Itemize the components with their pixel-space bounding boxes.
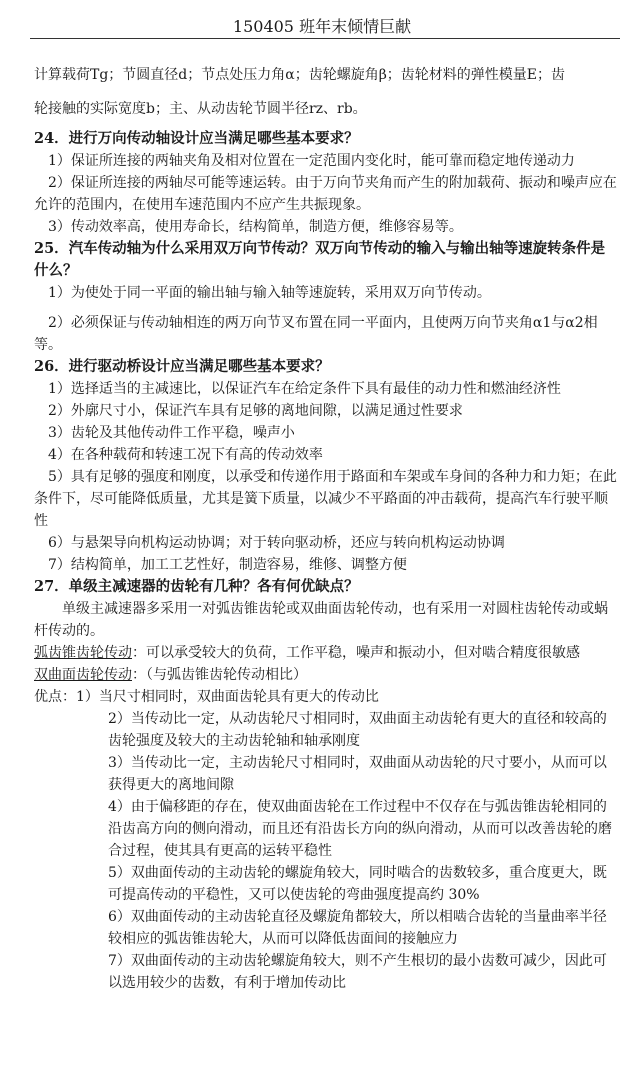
q25-item-1: 1）为使处于同一平面的输出轴与输入轴等速旋转，采用双万向节传动。 [48,285,491,301]
q24-item-1: 1）保证所连接的两轴夹角及相对位置在一定范围内变化时，能可靠而稳定地传递动力 [48,153,575,169]
q26-item-5: 5）具有足够的强度和刚度，以承受和传递作用于路面和车架或车身间的各种力和力矩；在此条件下，尽可能降低质量，尤其是簧下质量，以减少不平路面的冲击载荷，提高汽车行驶平顺性 [34,469,617,529]
document-body [34,64,618,994]
hypoid-text: ：（与弧齿锥齿轮传动相比） [132,667,307,683]
advantage-item-7: 7）双曲面传动的主动齿轮螺旋角较大，则不产生根切的最小齿数可减少，因此可以选用较少的齿数，有利于增加传动比 [108,953,607,991]
q26-item-1: 1）选择适当的主减速比，以保证汽车在给定条件下具有最佳的动力性和燃油经济性 [48,381,561,397]
header-divider [30,38,620,39]
q27-intro: 单级主减速器多采用一对弧齿锥齿轮或双曲面齿轮传动，也有采用一对圆柱齿轮传动或蜗杆传动的。 [34,601,608,639]
advantages-label: 优点： [34,689,76,705]
q27-advantages-first [34,686,618,708]
q24-item-3: 3）传动效率高，使用寿命长，结构简单，制造方便，维修容易等。 [48,219,463,235]
q26-item-6: 6）与悬架导向机构运动协调；对于转向驱动桥，还应与转向机构运动协调 [48,535,505,551]
q27-spiral-bevel [34,642,618,664]
q26-item-7: 7）结构简单，加工工艺性好，制造容易，维修、调整方便 [48,557,407,573]
q26-item-2: 2）外廓尺寸小，保证汽车具有足够的离地间隙，以满足通过性要求 [48,403,463,419]
question-27-title: 27．单级主减速器的齿轮有几种？各有何优缺点？ [34,578,359,595]
q26-item-3: 3）齿轮及其他传动件工作平稳，噪声小 [48,425,295,441]
spiral-bevel-label: 弧齿锥齿轮传动 [34,645,132,661]
intro-line-2: 轮接触的实际宽度b；主、从动齿轮节圆半径rz、rb。 [34,101,367,117]
q27-hypoid [34,664,618,686]
hypoid-label: 双曲面齿轮传动 [34,667,132,683]
question-26-title: 26．进行驱动桥设计应当满足哪些基本要求？ [34,358,330,375]
advantage-item-4: 4）由于偏移距的存在，使双曲面齿轮在工作过程中不仅存在与弧齿锥齿轮相同的沿齿高方向的侧向滑动，而且还有沿齿长方向的纵向滑动，从而可以改善齿轮的磨合过程，使其具有更高的运转平稳性 [108,799,612,859]
question-25-title: 25．汽车传动轴为什么采用双万向节传动？双万向节传动的输入与输出轴等速旋转条件是什么？ [34,240,606,279]
q26-item-4: 4）在各种载荷和转速工况下有高的传动效率 [48,447,323,463]
advantage-item-6: 6）双曲面传动的主动齿轮直径及螺旋角都较大，所以相啮合齿轮的当量曲率半径较相应的弧齿锥齿轮大，从而可以降低齿面间的接触应力 [108,909,607,947]
q24-item-2: 2）保证所连接的两轴尽可能等速运转。由于万向节夹角而产生的附加载荷、振动和噪声应在允许的范围内，在使用车速范围内不应产生共振现象。 [34,175,617,213]
q25-item-2: 2）必须保证与传动轴相连的两万向节叉布置在同一平面内，且使两万向节夹角α1与α2相等。 [34,315,598,353]
advantage-item-2: 2）当传动比一定，从动齿轮尺寸相同时，双曲面主动齿轮有更大的直径和较高的齿轮强度及较大的主动齿轮轴和轴承刚度 [108,711,607,749]
spiral-bevel-text: ：可以承受较大的负荷，工作平稳，噪声和振动小，但对啮合精度很敏感 [132,645,580,661]
intro-line-1: 计算载荷Tg；节圆直径d；节点处压力角α；齿轮螺旋角β；齿轮材料的弹性模量E；齿 [34,67,566,83]
advantage-item-1: 1）当尺寸相同时，双曲面齿轮具有更大的传动比 [76,689,379,705]
advantage-item-3: 3）当传动比一定，主动齿轮尺寸相同时，双曲面从动齿轮的尺寸要小，从而可以获得更大的离地间隙 [108,755,607,793]
advantage-item-5: 5）双曲面传动的主动齿轮的螺旋角较大，同时啮合的齿数较多，重合度更大，既可提高传动的平稳性，又可以使齿轮的弯曲强度提高约 30% [108,865,607,903]
page-header-title: 150405 班年末倾情巨献 [232,17,412,36]
question-24-title: 24．进行万向传动轴设计应当满足哪些基本要求？ [34,130,359,147]
